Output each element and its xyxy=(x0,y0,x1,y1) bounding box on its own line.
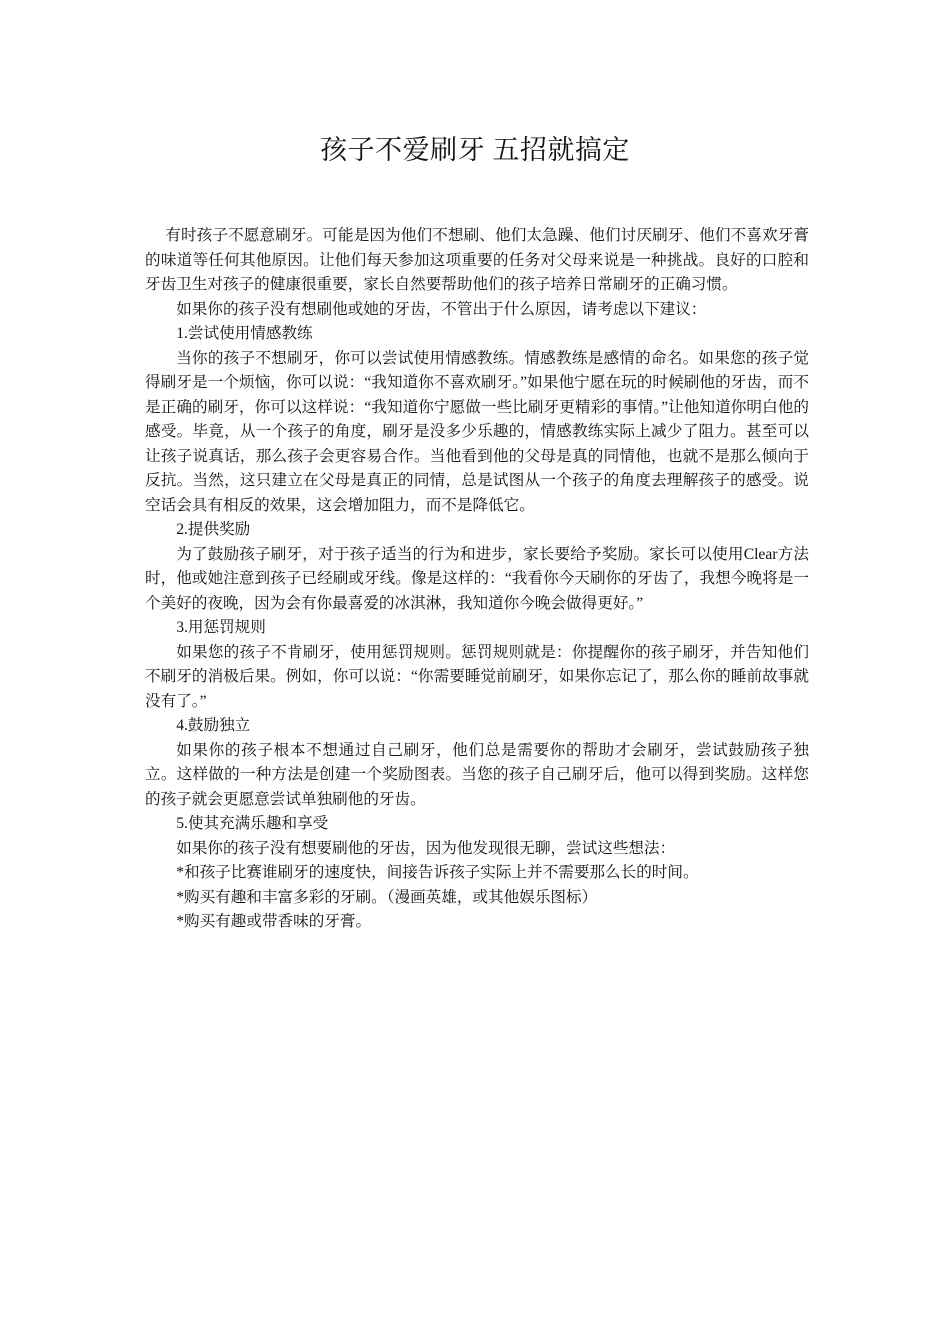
section-heading-3: 3.用惩罚规则 xyxy=(176,619,266,636)
document-title: 孩子不爱刷牙 五招就搞定 xyxy=(320,135,630,165)
section-heading-4: 4.鼓励独立 xyxy=(176,717,251,734)
section-paragraph-3: 如果您的孩子不肯刷牙，使用惩罚规则。惩罚规则就是：你提醒你的孩子刷牙，并告知他们不刷牙的消极后果。例如，你可以说：“你需要睡觉前刷牙，如果你忘记了，那么你的睡前故事就没有了。” xyxy=(145,643,809,710)
section-heading-5: 5.使其充满乐趣和享受 xyxy=(176,815,329,832)
section-paragraph-1: 当你的孩子不想刷牙，你可以尝试使用情感教练。情感教练是感情的命名。如果您的孩子觉得刷牙是一个烦恼，你可以说：“我知道你不喜欢刷牙。”如果他宁愿在玩的时候刷他的牙齿，而不是正确的刷牙，你可以这样说：“我知道你宁愿做一些比刷牙更精彩的事情。”让他知道你明白他的感受。毕竟，从一个孩子的角度，刷牙是没多少乐趣的，情感教练实际上减少了阻力。甚至可以让孩子说真话，那么孩子会更容易合作。当他看到他的父母是真的同情他，也就不是那么倾向于反抗。当然，这只建立在父母是真正的同情，总是试图从一个孩子的角度去理解孩子的感受。说空话会具有相反的效果，这会增加阻力，而不是降低它。 xyxy=(145,349,809,514)
section-paragraph-5: 如果你的孩子没有想要刷他的牙齿，因为他发现很无聊，尝试这些想法： xyxy=(176,839,676,857)
bullet-item: *购买有趣和丰富多彩的牙刷。（漫画英雄，或其他娱乐图标） xyxy=(176,888,598,906)
section-heading-1: 1.尝试使用情感教练 xyxy=(176,325,313,342)
section-paragraph-4: 如果你的孩子根本不想通过自己刷牙，他们总是需要你的帮助才会刷牙，尝试鼓励孩子独立。这样做的一种方法是创建一个奖励图表。当您的孩子自己刷牙后，他可以得到奖励。这样您的孩子就会更愿意尝试单独刷他的牙齿。 xyxy=(145,741,809,808)
document-body xyxy=(145,224,809,935)
bullet-item: *和孩子比赛谁刷牙的速度快，间接告诉孩子实际上并不需要那么长的时间。 xyxy=(176,864,699,881)
section-heading-2: 2.提供奖励 xyxy=(176,521,251,538)
suggestion-intro-paragraph: 如果你的孩子没有想刷他或她的牙齿，不管出于什么原因，请考虑以下建议： xyxy=(176,300,707,318)
section-paragraph-2: 为了鼓励孩子刷牙，对于孩子适当的行为和进步，家长要给予奖励。家长可以使用Clear方法时，他或她注意到孩子已经刷或牙线。像是这样的：“我看你今天刷你的牙齿了，我想今晚将是一个美好的夜晚，因为会有你最喜爱的冰淇淋，我知道你今晚会做得更好。” xyxy=(145,545,809,612)
bullet-item: *购买有趣或带香味的牙膏。 xyxy=(176,913,372,930)
intro-paragraph: 有时孩子不愿意刷牙。可能是因为他们不想刷、他们太急躁、他们讨厌刷牙、他们不喜欢牙膏的味道等任何其他原因。让他们每天参加这项重要的任务对父母来说是一种挑战。良好的口腔和牙齿卫生对孩子的健康很重要，家长自然要帮助他们的孩子培养日常刷牙的正确习惯。 xyxy=(145,227,809,293)
